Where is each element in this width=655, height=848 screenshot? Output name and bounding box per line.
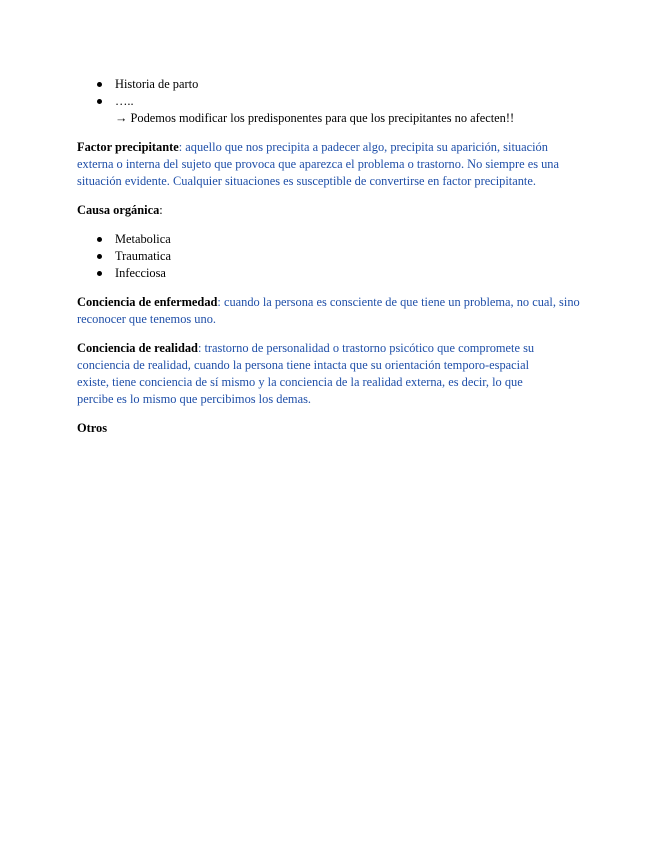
term-heading: Causa orgánica	[77, 203, 160, 217]
arrow-note: → Podemos modificar los predisponentes para que los precipitantes no afecten!!	[115, 111, 515, 125]
term-heading: Conciencia de realidad	[77, 341, 198, 355]
bullet-icon	[97, 99, 102, 104]
bullet-icon	[97, 82, 102, 87]
bullet-icon	[97, 254, 102, 259]
otros-heading: Otros	[77, 421, 108, 435]
list-item: Historia de parto	[115, 76, 587, 93]
top-bullet-list	[77, 76, 587, 110]
list-item: Infecciosa	[115, 265, 587, 282]
conciencia-realidad-paragraph	[77, 340, 557, 408]
causa-organica-heading: Causa orgánica:	[77, 203, 163, 217]
definition-text: : trastorno de personalidad o trastorno psicótico que compromete su conciencia de realidad, cuando la persona tiene intacta que su orientación temporo-espacial existe, tiene conciencia de sí mismo y la conciencia de la realidad externa, es decir, lo que percibe es lo mismo que percibimos los demas.	[77, 341, 535, 406]
list-item: Traumatica	[115, 248, 587, 265]
conciencia-enfermedad-paragraph	[77, 294, 587, 328]
term-heading: Conciencia de enfermedad	[77, 295, 218, 309]
document-body	[77, 76, 587, 437]
definition-text: : aquello que nos precipita a padecer algo, precipita su aparición, situación externa o interna del sujeto que provoca que aparezca el problema o trastorno. No siempre es una situación evidente. Cualquier situaciones es susceptible de convertirse en factor precipitante.	[77, 140, 560, 188]
bullet-icon	[97, 237, 102, 242]
definition-text: : cuando la persona es consciente de que tiene un problema, no cual, sino reconocer que tenemos uno.	[77, 295, 580, 326]
causa-organica-list	[77, 231, 587, 282]
factor-precipitante-paragraph	[77, 139, 587, 190]
list-item: …..	[115, 93, 587, 110]
term-heading: Factor precipitante	[77, 140, 179, 154]
list-item: Metabolica	[115, 231, 587, 248]
bullet-icon	[97, 271, 102, 276]
